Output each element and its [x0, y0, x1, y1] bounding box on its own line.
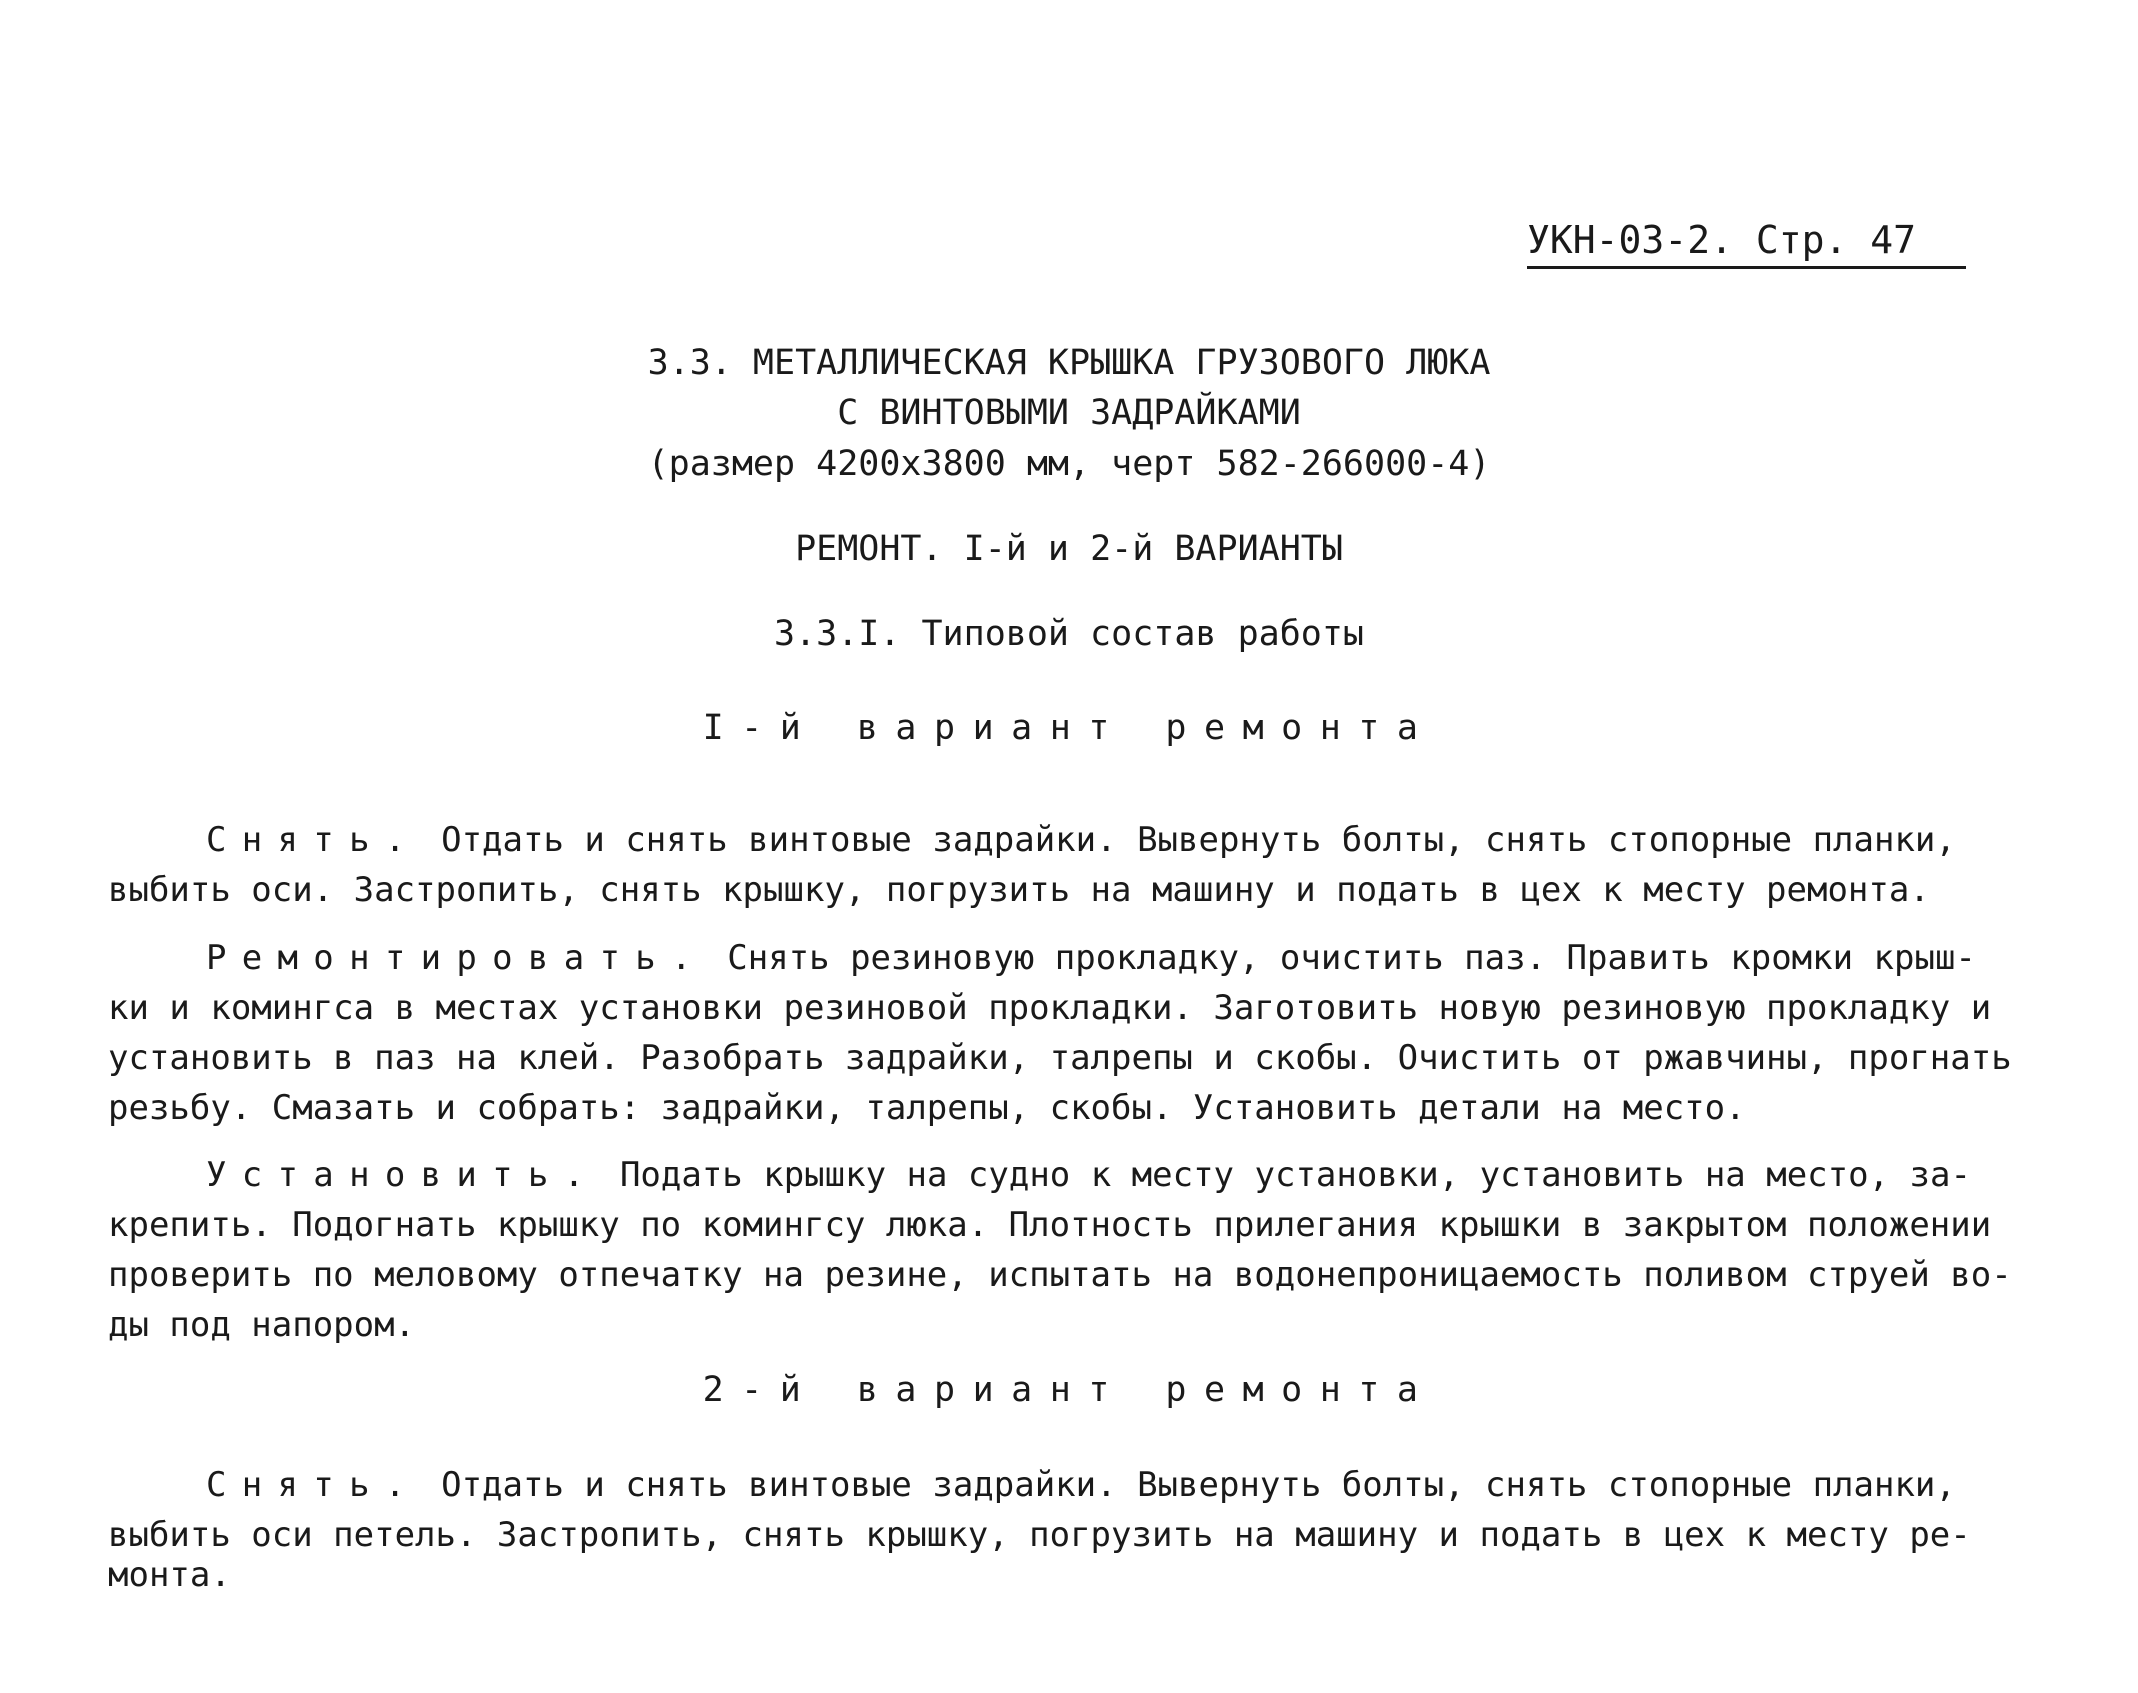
repair-heading: РЕМОНТ. I-й и 2-й ВАРИАНТЫ: [795, 529, 1343, 569]
variant-1-paragraph-repair: Ремонтировать. Снять резиновую прокладку, очистить паз. Править кромки крыш- ки и комингса в местах установки резиновой прокладки. Заготовить новую резиновую прокладку и установить в паз на клей. Разобрать задрайки, талрепы и скобы. Очистить от ржавчины, прогнать резьбу. Смазать и собрать: задрайки, талрепы, скобы. Установить детали на место.: [108, 938, 2012, 1128]
variant-1-paragraph-remove: Снять. Отдать и снять винтовые задрайки. Вывернуть болты, снять стопорные планки, выбить оси. Застропить, снять крышку, погрузить на машину и подать в цех к месту ремонта.: [108, 820, 1956, 910]
lead-word: Снять.: [206, 820, 421, 860]
section-title-line-1: 3.3. МЕТАЛЛИЧЕСКАЯ КРЫШКА ГРУЗОВОГО ЛЮКА: [647, 343, 1491, 383]
page-number: 47: [1870, 218, 1916, 262]
page-header: [1527, 218, 1966, 269]
variant-1-paragraph-install: Установить. Подать крышку на судно к месту установки, установить на место, за- крепить. Подогнать крышку по комингсу люка. Плотность прилегания крышки в закрытом положении проверить по меловому отпечатку на резине, испытать на водонепроницаемость поливом струей во- ды под напором.: [108, 1155, 2012, 1345]
lead-word: Ремонтировать.: [206, 938, 707, 978]
section-title-line-2: С ВИНТОВЫМИ ЗАДРАЙКАМИ: [837, 393, 1301, 433]
section-title-line-3: (размер 4200х3800 мм, черт 582-266000-4): [647, 444, 1491, 484]
subsection-heading: 3.3.I. Типовой состав работы: [773, 614, 1364, 654]
lead-word: Снять.: [206, 1465, 421, 1505]
lead-word: Установить.: [206, 1155, 600, 1195]
variant-2-heading: 2-й вариант ремонта: [702, 1370, 1436, 1410]
variant-1-heading: I-й вариант ремонта: [702, 708, 1436, 748]
document-code: УКН-03-2. Стр.: [1527, 218, 1848, 262]
variant-2-paragraph-remove: Снять. Отдать и снять винтовые задрайки. Вывернуть болты, снять стопорные планки, выбить оси петель. Застропить, снять крышку, погрузить на машину и подать в цех к месту ре- монта.: [108, 1465, 1971, 1595]
